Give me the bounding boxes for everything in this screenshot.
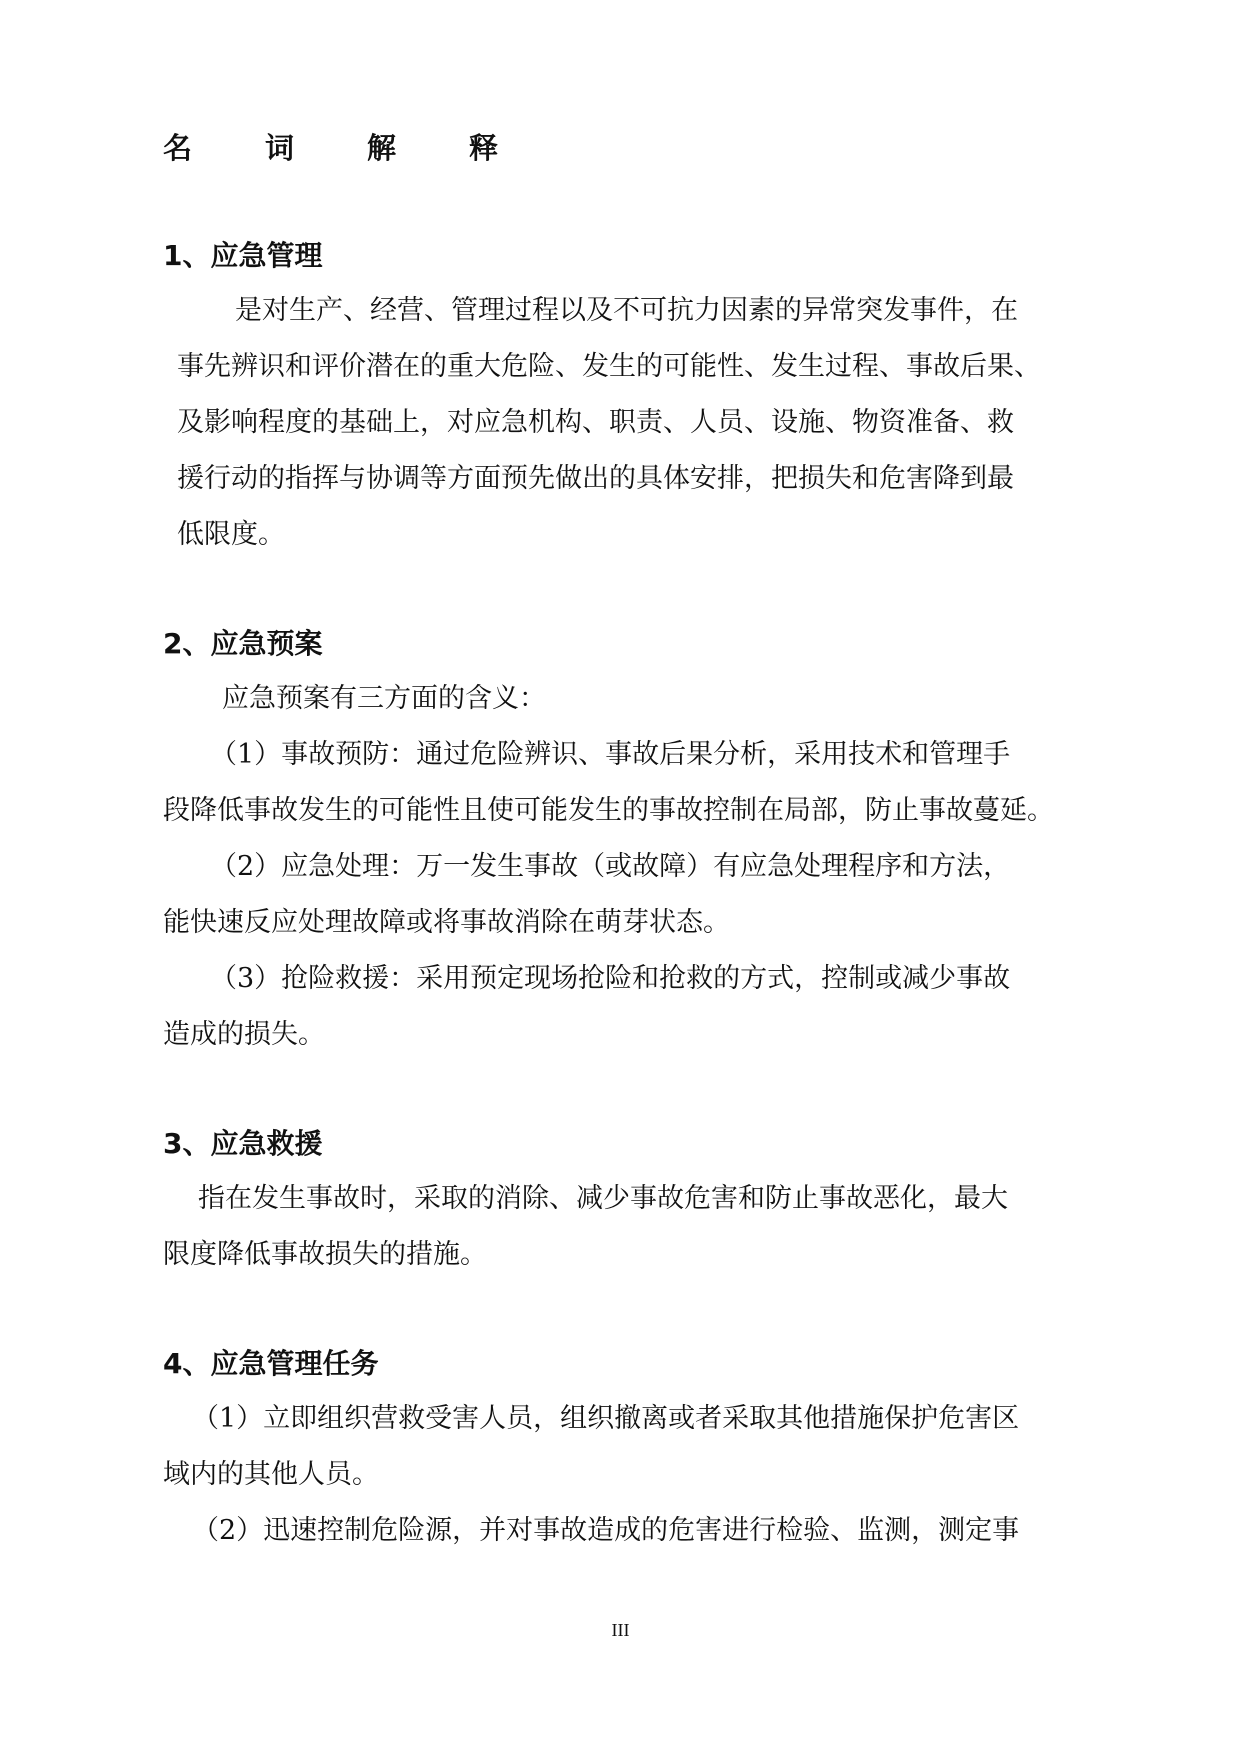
section-2-line-2: （1）事故预防：通过危险辨识、事故后果分析，采用技术和管理手 (210, 739, 1011, 770)
section-4-line-2: 域内的其他人员。 (163, 1459, 379, 1490)
section-heading-3: 3、应急救援 (163, 1127, 323, 1160)
section-2-line-3: 段降低事故发生的可能性且使可能发生的事故控制在局部，防止事故蔓延。 (163, 795, 1054, 826)
section-heading-2: 2、应急预案 (163, 627, 323, 660)
section-3-line-1: 指在发生事故时，采取的消除、减少事故危害和防止事故恶化，最大 (198, 1183, 1008, 1214)
page-number: III (611, 1620, 630, 1640)
section-1-line-2: 事先辨识和评价潜在的重大危险、发生的可能性、发生过程、事故后果、 (177, 351, 1041, 382)
section-2-line-6: （3）抢险救援：采用预定现场抢险和抢救的方式，控制或减少事故 (210, 963, 1011, 994)
section-4-line-3: （2）迅速控制危险源，并对事故造成的危害进行检验、监测，测定事 (192, 1515, 1020, 1546)
section-heading-4: 4、应急管理任务 (163, 1347, 379, 1380)
section-1-line-1: 是对生产、经营、管理过程以及不可抗力因素的异常突发事件，在 (235, 295, 1018, 326)
section-1-line-5: 低限度。 (177, 519, 285, 550)
document-title: 名 词 解 释 (163, 131, 521, 165)
section-4-line-1: （1）立即组织营救受害人员，组织撤离或者采取其他措施保护危害区 (192, 1403, 1020, 1434)
section-heading-1: 1、应急管理 (163, 239, 323, 272)
section-1-line-3: 及影响程度的基础上，对应急机构、职责、人员、设施、物资准备、救 (177, 407, 1014, 438)
section-3-line-2: 限度降低事故损失的措施。 (163, 1239, 487, 1270)
section-2-line-7: 造成的损失。 (163, 1019, 325, 1050)
section-2-line-5: 能快速反应处理故障或将事故消除在萌芽状态。 (163, 907, 730, 938)
section-2-line-1: 应急预案有三方面的含义： (222, 683, 546, 714)
section-2-line-4: （2）应急处理：万一发生事故（或故障）有应急处理程序和方法， (210, 851, 1011, 882)
section-1-line-4: 援行动的指挥与协调等方面预先做出的具体安排，把损失和危害降到最 (177, 463, 1014, 494)
